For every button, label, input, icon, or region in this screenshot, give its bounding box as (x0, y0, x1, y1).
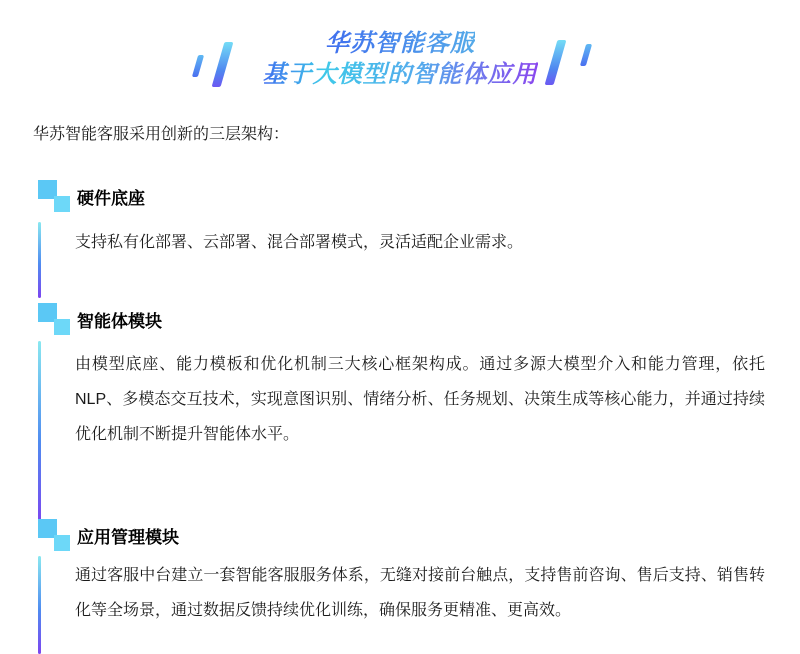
section-2-bullet-icon (38, 303, 70, 335)
section-1-body: 支持私有化部署、云部署、混合部署模式，灵活适配企业需求。 (75, 234, 524, 251)
section-3-divider (38, 556, 41, 654)
bullet-square-small (54, 535, 70, 551)
section-2-divider (38, 341, 41, 524)
bullet-square-small (54, 319, 70, 335)
section-2-body: 由模型底座、能力模板和优化机制三大核心框架构成。通过多源大模型介入和能力管理，依托NLP、多模态交互技术，实现意图识别、情绪分析、任务规划、决策生成等核心能力，并通过持续优化机制不断提升智能体水平。 (75, 356, 765, 443)
section-3-heading: 应用管理模块 (77, 528, 179, 547)
page-title (0, 28, 800, 90)
section-2-heading: 智能体模块 (77, 312, 162, 331)
section-1-divider (38, 222, 41, 298)
intro-text: 华苏智能客服采用创新的三层架构： (33, 126, 290, 143)
title-line-2: 基于大模型的智能体应用 (262, 61, 538, 88)
title-line-1: 华苏智能客服 (325, 30, 475, 57)
section-1-heading: 硬件底座 (77, 189, 145, 208)
bullet-square-small (54, 196, 70, 212)
section-3-bullet-icon (38, 519, 70, 551)
section-1-bullet-icon (38, 180, 70, 212)
section-3-body: 通过客服中台建立一套智能客服服务体系，无缝对接前台触点，支持售前咨询、售后支持、销售转化等全场景，通过数据反馈持续优化训练，确保服务更精准、更高效。 (75, 567, 765, 619)
